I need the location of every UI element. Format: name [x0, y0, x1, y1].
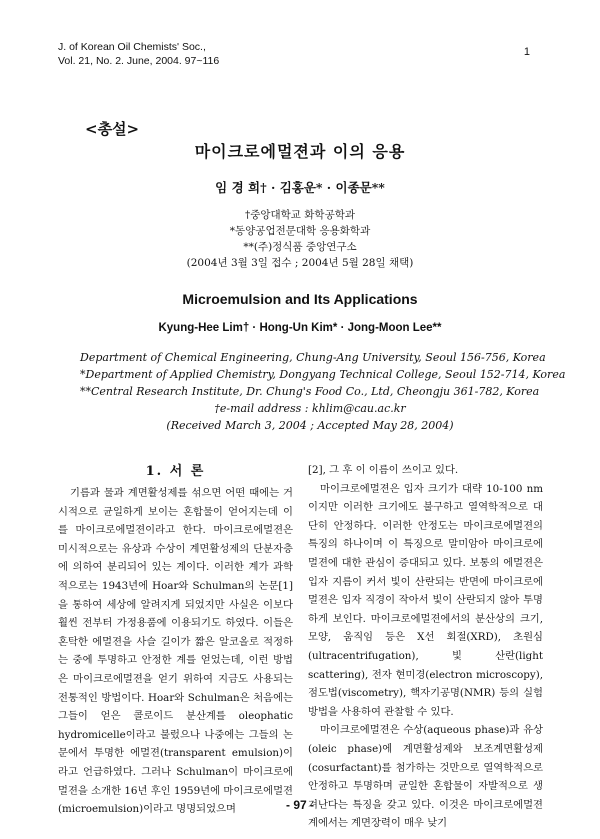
affiliation-ko-2: *동양공업전문대학 응용화학과: [229, 225, 371, 237]
affiliations-english: [80, 349, 566, 434]
affiliation-ko-1: †중앙대학교 화학공학과: [244, 209, 356, 221]
page-number-bottom: - 97 -: [285, 798, 314, 812]
left-column: [58, 484, 293, 819]
journal-line-2: Vol. 21, No. 2. June, 2004. 97~116: [58, 55, 220, 67]
journal-citation: [58, 40, 219, 68]
paragraph: 마이크로에멀젼은 수상(aqueous phase)과 유상(oleic phase)에 계면활성제와 보조계면활성제(cosurfactant)를 첨가하는 것만으로 열역학적으로 안정하고 투명하며 균일한 혼합물이 자발적으로 생겨난다는 특징을 갖고 있다. 이것은 마이크로에멀젼 계에서는 계면장력이 매우 낮기: [308, 724, 543, 830]
page-number-top: 1: [523, 46, 530, 58]
authors-korean: 임 경 희† · 김홍운* · 이종문**: [215, 180, 385, 195]
journal-line-1: J. of Korean Oil Chemists' Soc.,: [58, 41, 206, 53]
received-dates-ko: (2004년 3월 3일 접수 ; 2004년 5월 28일 채택): [186, 257, 414, 269]
article-category: <총설>: [85, 120, 140, 138]
title-korean: 마이크로에멀젼과 이의 응용: [194, 142, 406, 161]
email-address: †e-mail address : khlim@cau.ac.kr: [214, 402, 406, 415]
affiliations-korean: [0, 207, 600, 271]
section-heading: 1. 서 론: [145, 464, 206, 479]
affiliation-ko-3: **(주)정식품 중앙연구소: [243, 241, 357, 253]
right-column: [308, 461, 543, 833]
affiliation-en-3: **Central Research Institute, Dr. Chung's Food Co., Ltd, Cheongju 361-782, Korea: [80, 385, 540, 398]
title-english: Microemulsion and Its Applications: [182, 291, 418, 307]
affiliation-en-1: Department of Chemical Engineering, Chung-Ang University, Seoul 156-756, Korea: [80, 351, 546, 364]
paragraph: [2], 그 후 이 이름이 쓰이고 있다.: [308, 464, 459, 476]
received-dates-en: (Received March 3, 2004 ; Accepted May 28, 2004): [166, 419, 454, 432]
affiliation-en-2: *Department of Applied Chemistry, Dongyang Technical College, Seoul 152-714, Korea: [80, 368, 566, 381]
paragraph: 기름과 물과 계면활성제를 섞으면 어떤 때에는 거시적으로 균일하게 보이는 혼합물이 얻어지는데 이를 마이크로에멀젼이라고 한다. 마이크로에멀젼은 미시적으로는 유상과 수상이 계면활성제의 단분자층에 의하여 분리되어 있는 계이다. 이러한 계가 과학적으로는 1943년에 Hoar와 Schulman의 논문[1]을 통하여 세상에 알려지게 되었지만 사실은 이보다 훨씬 전부터 가정용품에 이용되기도 하였다. 이들은 혼탁한 에멀젼을 사슬 길이가 짧은 알코올로 적정하는 중에 투명하고 안정한 계를 얻었는데, 이런 방법은 마이크로에멀젼을 얻기 위하여 지금도 사용되는 전통적인 방법이다. Hoar와 Schulman은 처음에는 그들이 얻은 콜로이드 분산계를 oleophatic hydromicelle이라고 불렀으나 나중에는 그들의 논문에서 투명한 에멀젼(transparent emulsion)이라고 언급하였다. 그러나 Schulman이 마이크로에멀젼을 소개한 16년 후인 1959년에 마이크로에멀젼(microemulsion)이라고 명명되었으며: [58, 487, 293, 816]
paragraph: 마이크로에멀젼은 입자 크기가 대략 10-100 nm 이지만 이러한 크기에도 불구하고 열역학적으로 대단히 안정하다. 이러한 안정도는 마이크로에멀젼의 특징의 하나이며 이 특징으로 말미암아 마이크로에멀젼에 대한 관심이 증대되고 있다. 보통의 에멀젼은 입자 지름이 커서 빛이 산란되는 반면에 마이크로에멀젼은 입자 직경이 작아서 빛이 산란되지 않아 투명하게 보인다. 마이크로에멀젼에서의 분산상의 크기, 모양, 움직임 등은 X선 회절(XRD), 초원심(ultracentrifugation), 빛 산란(light scattering), 전자 현미경(electron microscopy), 점도법(viscometry), 핵자기공명(NMR) 등의 실험 방법을 사용하여 관찰할 수 있다.: [308, 482, 543, 718]
authors-english: Kyung-Hee Lim† · Hong-Un Kim* · Jong-Moon Lee**: [158, 322, 442, 334]
